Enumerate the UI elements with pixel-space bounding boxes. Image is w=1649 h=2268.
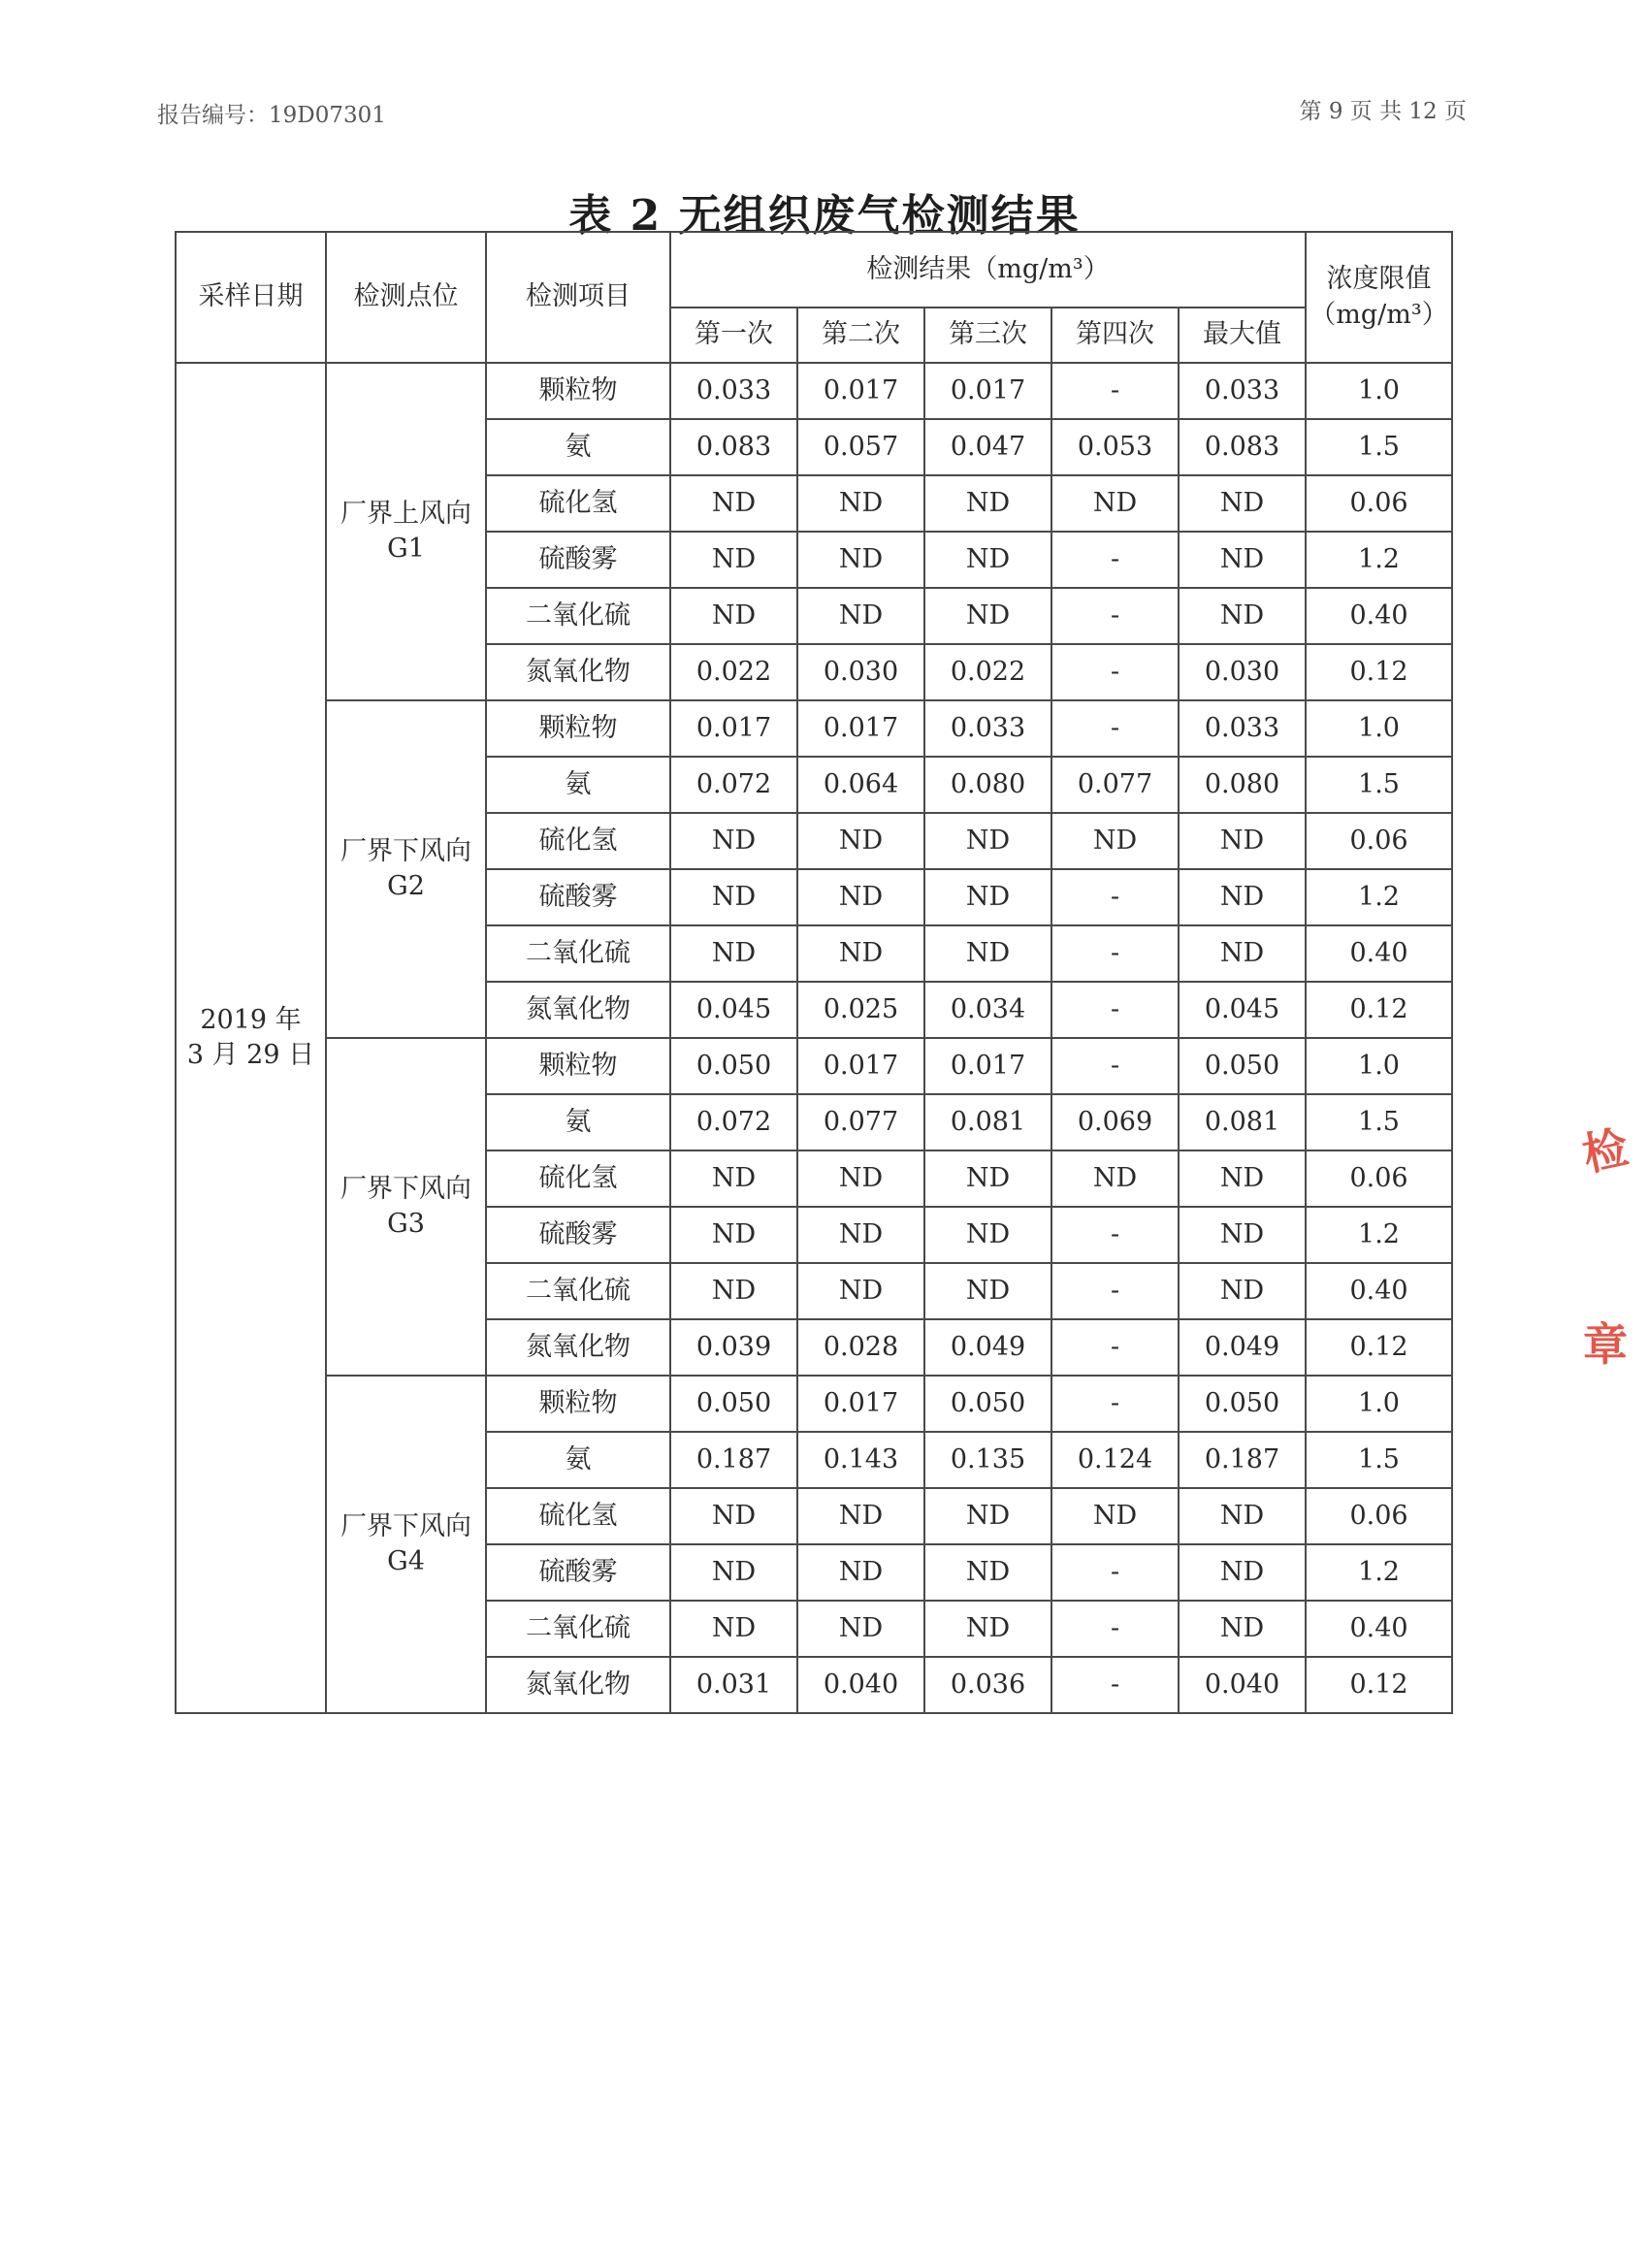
value-1-cell: 0.050 <box>670 1038 797 1094</box>
value-4-cell: - <box>1051 1601 1179 1657</box>
value-2-cell: ND <box>797 1150 924 1207</box>
item-cell: 颗粒物 <box>486 363 670 419</box>
value-2-cell: 0.017 <box>797 363 924 419</box>
limit-cell: 1.0 <box>1306 363 1452 419</box>
value-1-cell: 0.045 <box>670 982 797 1038</box>
limit-cell: 0.06 <box>1306 813 1452 869</box>
value-4-cell: 0.124 <box>1051 1432 1179 1488</box>
value-2-cell: ND <box>797 532 924 588</box>
value-4-cell: ND <box>1051 813 1179 869</box>
max-value-cell: 0.050 <box>1179 1376 1306 1432</box>
value-4-cell: - <box>1051 700 1179 757</box>
date-line-1: 2019 年 <box>200 1004 302 1035</box>
max-value-cell: ND <box>1179 1207 1306 1263</box>
sampling-point-cell <box>326 1376 486 1713</box>
item-cell: 氮氧化物 <box>486 982 670 1038</box>
value-2-cell: 0.025 <box>797 982 924 1038</box>
table-row <box>176 1376 1452 1432</box>
value-2-cell: ND <box>797 1488 924 1544</box>
max-value-cell: ND <box>1179 532 1306 588</box>
item-cell: 二氧化硫 <box>486 1601 670 1657</box>
value-2-cell: ND <box>797 475 924 532</box>
max-value-cell: ND <box>1179 1488 1306 1544</box>
value-3-cell: 0.022 <box>924 644 1051 700</box>
item-cell: 颗粒物 <box>486 700 670 757</box>
limit-cell: 0.06 <box>1306 1488 1452 1544</box>
stamp-char-2: 章 <box>1583 1317 1628 1371</box>
item-cell: 氨 <box>486 757 670 813</box>
value-2-cell: 0.064 <box>797 757 924 813</box>
results-body <box>176 363 1452 1713</box>
item-cell: 氮氧化物 <box>486 644 670 700</box>
value-4-cell: - <box>1051 588 1179 644</box>
limit-cell: 1.2 <box>1306 1207 1452 1263</box>
value-4-cell: - <box>1051 925 1179 982</box>
value-2-cell: ND <box>797 1601 924 1657</box>
value-4-cell: 0.053 <box>1051 419 1179 475</box>
value-4-cell: - <box>1051 869 1179 925</box>
limit-cell: 1.5 <box>1306 1432 1452 1488</box>
point-line-2: G1 <box>387 534 425 564</box>
value-4-cell: - <box>1051 1376 1179 1432</box>
value-1-cell: 0.083 <box>670 419 797 475</box>
max-value-cell: 0.045 <box>1179 982 1306 1038</box>
limit-cell: 1.2 <box>1306 869 1452 925</box>
value-3-cell: 0.047 <box>924 419 1051 475</box>
value-4-cell: - <box>1051 1207 1179 1263</box>
value-1-cell: ND <box>670 588 797 644</box>
value-3-cell: ND <box>924 532 1051 588</box>
max-value-cell: ND <box>1179 813 1306 869</box>
limit-cell: 0.12 <box>1306 982 1452 1038</box>
value-1-cell: 0.017 <box>670 700 797 757</box>
max-value-cell: ND <box>1179 925 1306 982</box>
point-line-2: G3 <box>387 1209 425 1239</box>
limit-cell: 1.0 <box>1306 700 1452 757</box>
page-info: 第 9 页 共 12 页 <box>1299 99 1467 124</box>
value-3-cell: ND <box>924 1488 1051 1544</box>
point-line-1: 厂界上风向 <box>340 498 471 529</box>
value-2-cell: 0.143 <box>797 1432 924 1488</box>
value-2-cell: 0.030 <box>797 644 924 700</box>
table-row <box>176 700 1452 757</box>
value-1-cell: 0.187 <box>670 1432 797 1488</box>
table-row <box>176 1038 1452 1094</box>
limit-cell: 1.2 <box>1306 1544 1452 1601</box>
item-cell: 硫化氢 <box>486 1488 670 1544</box>
value-1-cell: 0.072 <box>670 757 797 813</box>
item-cell: 硫化氢 <box>486 1150 670 1207</box>
value-3-cell: ND <box>924 1544 1051 1601</box>
item-cell: 硫酸雾 <box>486 1207 670 1263</box>
sub-col-1: 第一次 <box>670 308 797 363</box>
value-2-cell: ND <box>797 869 924 925</box>
value-3-cell: 0.017 <box>924 1038 1051 1094</box>
value-1-cell: 0.031 <box>670 1657 797 1713</box>
limit-cell: 0.06 <box>1306 1150 1452 1207</box>
col-point-header: 检测点位 <box>326 232 486 363</box>
value-2-cell: 0.028 <box>797 1319 924 1376</box>
item-cell: 颗粒物 <box>486 1376 670 1432</box>
table-row <box>176 363 1452 419</box>
value-2-cell: 0.077 <box>797 1094 924 1150</box>
item-cell: 氮氧化物 <box>486 1319 670 1376</box>
value-4-cell: ND <box>1051 1150 1179 1207</box>
point-line-2: G2 <box>387 871 425 901</box>
value-3-cell: 0.033 <box>924 700 1051 757</box>
item-cell: 硫酸雾 <box>486 869 670 925</box>
value-2-cell: 0.040 <box>797 1657 924 1713</box>
value-1-cell: 0.039 <box>670 1319 797 1376</box>
value-4-cell: - <box>1051 1319 1179 1376</box>
value-3-cell: ND <box>924 588 1051 644</box>
header-row-1 <box>176 232 1452 308</box>
value-1-cell: ND <box>670 532 797 588</box>
value-3-cell: 0.135 <box>924 1432 1051 1488</box>
limit-cell: 1.2 <box>1306 532 1452 588</box>
point-line-2: G4 <box>387 1546 425 1576</box>
value-2-cell: 0.017 <box>797 700 924 757</box>
point-line-1: 厂界下风向 <box>340 835 471 866</box>
limit-cell: 0.12 <box>1306 1319 1452 1376</box>
value-2-cell: ND <box>797 1544 924 1601</box>
value-2-cell: ND <box>797 925 924 982</box>
value-4-cell: 0.077 <box>1051 757 1179 813</box>
max-value-cell: 0.030 <box>1179 644 1306 700</box>
item-cell: 氨 <box>486 1094 670 1150</box>
item-cell: 二氧化硫 <box>486 588 670 644</box>
max-value-cell: ND <box>1179 1150 1306 1207</box>
value-4-cell: ND <box>1051 1488 1179 1544</box>
max-value-cell: 0.033 <box>1179 363 1306 419</box>
max-value-cell: 0.040 <box>1179 1657 1306 1713</box>
value-3-cell: ND <box>924 869 1051 925</box>
value-2-cell: ND <box>797 588 924 644</box>
item-cell: 二氧化硫 <box>486 1263 670 1319</box>
value-3-cell: ND <box>924 925 1051 982</box>
col-date-header: 采样日期 <box>176 232 326 363</box>
value-2-cell: ND <box>797 1207 924 1263</box>
max-value-cell: ND <box>1179 1544 1306 1601</box>
max-value-cell: 0.081 <box>1179 1094 1306 1150</box>
value-4-cell: - <box>1051 644 1179 700</box>
date-line-2: 3 月 29 日 <box>186 1040 315 1070</box>
value-4-cell: - <box>1051 1263 1179 1319</box>
value-3-cell: ND <box>924 1150 1051 1207</box>
value-1-cell: ND <box>670 1207 797 1263</box>
item-cell: 氨 <box>486 419 670 475</box>
limit-cell: 0.12 <box>1306 1657 1452 1713</box>
value-3-cell: 0.017 <box>924 363 1051 419</box>
value-1-cell: 0.022 <box>670 644 797 700</box>
sub-col-4: 第四次 <box>1051 308 1179 363</box>
value-2-cell: 0.057 <box>797 419 924 475</box>
value-4-cell: - <box>1051 532 1179 588</box>
value-3-cell: 0.034 <box>924 982 1051 1038</box>
item-cell: 硫化氢 <box>486 475 670 532</box>
value-4-cell: ND <box>1051 475 1179 532</box>
col-limit-line2: （mg/m³） <box>1310 299 1448 330</box>
value-1-cell: ND <box>670 1263 797 1319</box>
value-1-cell: ND <box>670 1544 797 1601</box>
limit-cell: 1.0 <box>1306 1376 1452 1432</box>
col-results-header: 检测结果（mg/m³） <box>670 232 1306 308</box>
max-value-cell: 0.083 <box>1179 419 1306 475</box>
stamp-char-1: 检 <box>1577 1120 1633 1182</box>
sub-col-3: 第三次 <box>924 308 1051 363</box>
limit-cell: 1.5 <box>1306 757 1452 813</box>
value-3-cell: 0.050 <box>924 1376 1051 1432</box>
value-1-cell: ND <box>670 475 797 532</box>
value-2-cell: ND <box>797 813 924 869</box>
value-1-cell: 0.072 <box>670 1094 797 1150</box>
value-4-cell: - <box>1051 363 1179 419</box>
value-4-cell: - <box>1051 1657 1179 1713</box>
col-item-header: 检测项目 <box>486 232 670 363</box>
value-1-cell: ND <box>670 869 797 925</box>
max-value-cell: 0.080 <box>1179 757 1306 813</box>
value-3-cell: ND <box>924 1263 1051 1319</box>
red-seal-stamp <box>1577 1116 1641 1407</box>
max-value-cell: ND <box>1179 588 1306 644</box>
limit-cell: 0.40 <box>1306 925 1452 982</box>
value-2-cell: 0.017 <box>797 1376 924 1432</box>
value-3-cell: ND <box>924 1207 1051 1263</box>
sampling-date-cell <box>176 363 326 1713</box>
value-1-cell: 0.050 <box>670 1376 797 1432</box>
value-1-cell: 0.033 <box>670 363 797 419</box>
max-value-cell: ND <box>1179 475 1306 532</box>
value-3-cell: ND <box>924 475 1051 532</box>
item-cell: 硫化氢 <box>486 813 670 869</box>
limit-cell: 0.40 <box>1306 1601 1452 1657</box>
limit-cell: 0.12 <box>1306 644 1452 700</box>
value-1-cell: ND <box>670 1150 797 1207</box>
item-cell: 氮氧化物 <box>486 1657 670 1713</box>
value-4-cell: 0.069 <box>1051 1094 1179 1150</box>
max-value-cell: 0.187 <box>1179 1432 1306 1488</box>
max-value-cell: ND <box>1179 869 1306 925</box>
limit-cell: 0.40 <box>1306 588 1452 644</box>
limit-cell: 1.5 <box>1306 419 1452 475</box>
value-3-cell: 0.080 <box>924 757 1051 813</box>
max-value-cell: ND <box>1179 1601 1306 1657</box>
value-3-cell: 0.036 <box>924 1657 1051 1713</box>
value-3-cell: ND <box>924 813 1051 869</box>
sub-col-max: 最大值 <box>1179 308 1306 363</box>
limit-cell: 1.5 <box>1306 1094 1452 1150</box>
item-cell: 颗粒物 <box>486 1038 670 1094</box>
value-1-cell: ND <box>670 1601 797 1657</box>
value-1-cell: ND <box>670 925 797 982</box>
limit-cell: 1.0 <box>1306 1038 1452 1094</box>
results-table <box>175 231 1453 1714</box>
value-3-cell: 0.081 <box>924 1094 1051 1150</box>
item-cell: 二氧化硫 <box>486 925 670 982</box>
item-cell: 氨 <box>486 1432 670 1488</box>
report-number: 报告编号：19D07301 <box>157 103 386 128</box>
value-4-cell: - <box>1051 1544 1179 1601</box>
sampling-point-cell <box>326 1038 486 1376</box>
point-line-1: 厂界下风向 <box>340 1510 471 1541</box>
value-3-cell: 0.049 <box>924 1319 1051 1376</box>
item-cell: 硫酸雾 <box>486 532 670 588</box>
point-line-1: 厂界下风向 <box>340 1173 471 1204</box>
max-value-cell: ND <box>1179 1263 1306 1319</box>
col-limit-header <box>1306 232 1452 363</box>
max-value-cell: 0.033 <box>1179 700 1306 757</box>
value-4-cell: - <box>1051 982 1179 1038</box>
table-title: 表 2 无组织废气检测结果 <box>568 191 1081 241</box>
sampling-point-cell <box>326 363 486 700</box>
value-3-cell: ND <box>924 1601 1051 1657</box>
max-value-cell: 0.049 <box>1179 1319 1306 1376</box>
value-2-cell: 0.017 <box>797 1038 924 1094</box>
value-1-cell: ND <box>670 1488 797 1544</box>
sampling-point-cell <box>326 700 486 1038</box>
item-cell: 硫酸雾 <box>486 1544 670 1601</box>
limit-cell: 0.40 <box>1306 1263 1452 1319</box>
col-limit-line1: 浓度限值 <box>1326 264 1432 295</box>
value-1-cell: ND <box>670 813 797 869</box>
limit-cell: 0.06 <box>1306 475 1452 532</box>
value-4-cell: - <box>1051 1038 1179 1094</box>
sub-col-2: 第二次 <box>797 308 924 363</box>
max-value-cell: 0.050 <box>1179 1038 1306 1094</box>
value-2-cell: ND <box>797 1263 924 1319</box>
